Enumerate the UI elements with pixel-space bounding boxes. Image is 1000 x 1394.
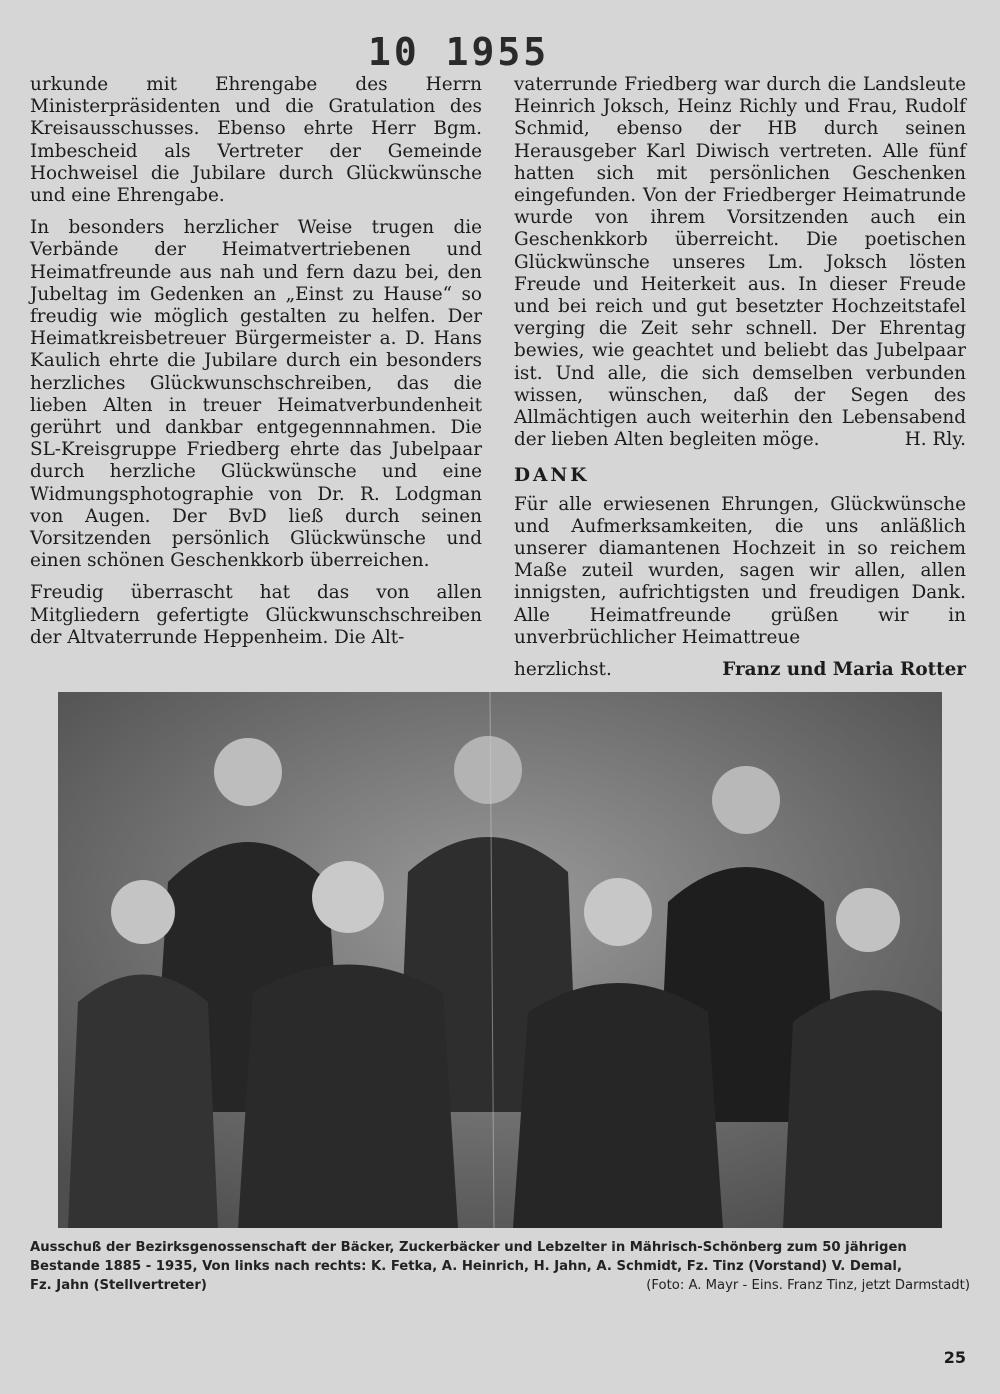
page-number: 25 <box>943 1348 966 1367</box>
caption-line: Ausschuß der Bezirksgenossenschaft der Bäcker, Zuckerbäcker und Lebzelter in Mährisch-Schönberg zum 50 jährigen <box>30 1240 907 1255</box>
dank-heading: DANK <box>514 465 590 487</box>
article-paragraph: Freudig überrascht hat das von allen Mitgliedern gefertigte Glückwunschschreiben der Altvaterrunde Heppenheim. Die Alt- <box>30 582 482 648</box>
group-photo-illustration <box>58 692 942 1228</box>
left-text-column <box>30 74 482 649</box>
dank-text: Für alle erwiesenen Ehrungen, Glückwünsche und Aufmerksamkeiten, die uns anläßlich unserer diamantenen Hochzeit in so reichem Maße zuteil wurden, sagen wir allen, allen innigsten, aufrichtigsten und freudigen Dank. Alle Heimatfreunde grüßen wir in unverbrüchlicher Heimattreue <box>514 493 966 648</box>
dank-signature-line <box>514 659 966 681</box>
dank-closing: herzlichst. <box>514 659 612 681</box>
caption-line: Fz. Jahn (Stellvertreter) <box>30 1278 207 1293</box>
article-paragraph: urkunde mit Ehrengabe des Herrn Ministerpräsidenten und die Gratulation des Kreisausschusses. Ebenso ehrte Herr Bgm. Imbescheid als Vertreter der Gemeinde Hochweisel die Jubilare durch Glückwünsche und eine Ehrengabe. <box>30 74 482 207</box>
article-author: H. Rly. <box>904 429 966 451</box>
caption-line: Bestande 1885 - 1935, Von links nach rechts: K. Fetka, A. Heinrich, H. Jahn, A. Schmidt, Fz. Tinz (Vorstand) V. Demal, <box>30 1259 902 1274</box>
photo-caption <box>30 1238 970 1295</box>
right-text-column <box>514 74 966 681</box>
article-paragraph <box>514 74 966 451</box>
photo-credit: (Foto: A. Mayr - Eins. Franz Tinz, jetzt Darmstadt) <box>646 1278 970 1293</box>
group-photo <box>58 692 942 1228</box>
caption-last-line <box>30 1276 970 1295</box>
article-paragraph: In besonders herzlicher Weise trugen die Verbände der Heimatvertriebenen und Heimatfreunde aus nah und fern dazu bei, den Jubeltag im Gedenken an „Einst zu Hause“ so freudig wie möglich gestalten zu helfen. Der Heimatkreisbetreuer Bürgermeister a. D. Hans Kaulich ehrte die Jubilare durch ein besonders herzliches Glückwunschschreiben, das die lieben Alten in treuer Heimatverbundenheit gerührt und dankbar entgegennnahmen. Die SL-Kreisgruppe Friedberg ehrte das Jubelpaar durch herzliche Glückwünsche und eine Widmungsphotographie von Dr. R. Lodgman von Augen. Der BvD ließ durch seinen Vorsitzenden persönlich Glückwünsche und einen schönen Geschenkkorb überreichen. <box>30 217 482 572</box>
date-stamp: 10 1955 <box>368 30 550 74</box>
article-paragraph-text: vaterrunde Friedberg war durch die Landsleute Heinrich Joksch, Heinz Richly und Frau, Rudolf Schmid, ebenso der HB durch seinen Herausgeber Karl Diwisch vertreten. Alle fünf hatten sich mit persönlichen Geschenken eingefunden. Von der Friedberger Heimatrunde wurde von ihrem Vorsitzenden auch ein Geschenkkorb überreicht. Die poetischen Glückwünsche unseres Lm. Joksch lösten Freude und Heiterkeit aus. In dieser Freude und bei reich und gut besetzter Hochzeitstafel verging die Zeit sehr schnell. Der Ehrentag bewies, wie geachtet und beliebt das Jubelpaar ist. Und alle, die sich demselben verbunden wissen, wünschen, daß der Segen des Allmächtigen auch weiterhin den Lebensabend der lieben Alten begleiten möge. <box>514 74 966 451</box>
dank-signature: Franz und Maria Rotter <box>722 659 966 681</box>
